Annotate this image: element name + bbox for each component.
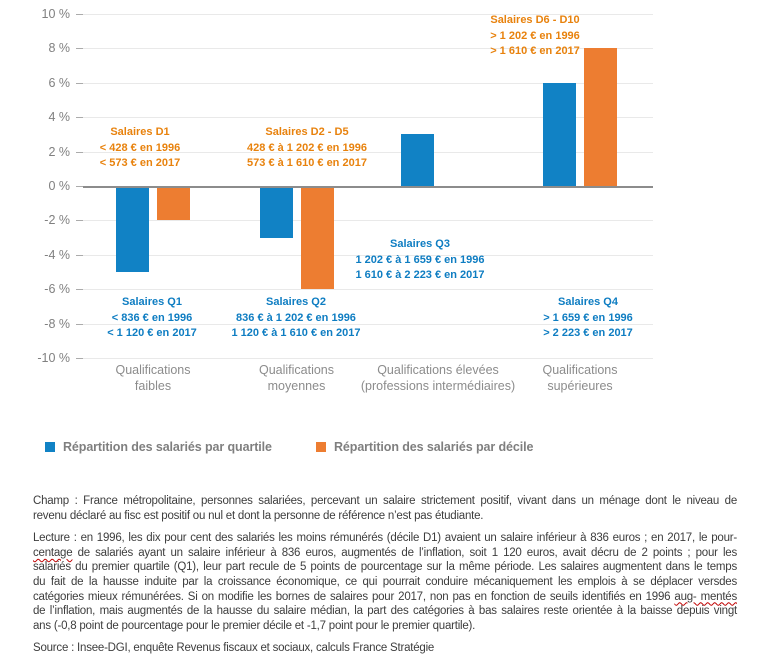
lecture-line-6: de l’inflation, mais augmentés de la hausse du salaire médian, la part des catégories à bas salaires reste orientée à la baisse depuis vingt: [33, 605, 737, 618]
annotation-salaires-q1: Salaires Q1 < 836 € en 1996 < 1 120 € en 2017: [107, 296, 197, 339]
y-axis-tick-label: -10 %: [37, 351, 70, 365]
bar-decile-3: [584, 48, 617, 186]
y-axis-tick-label: 4 %: [48, 110, 70, 125]
bar-quartile-3: [543, 83, 576, 186]
gridline: [83, 220, 653, 221]
y-axis-tick-label: 6 %: [48, 75, 70, 90]
annotation-salaires-d2-d5: Salaires D2 - D5 428 € à 1 202 € en 1996 573 € à 1 610 € en 2017: [247, 126, 367, 169]
y-axis-tick: [76, 152, 83, 153]
lecture-line-7: ans (-0,8 point de pourcentage pour le premier décile et -1,7 point pour le premier quartile).: [33, 619, 476, 632]
lecture-note: [33, 531, 737, 633]
champ-note: [33, 494, 737, 523]
gridline: [83, 358, 653, 359]
y-axis-tick: [76, 48, 83, 49]
y-axis-tick-label: 10 %: [41, 7, 70, 21]
y-axis-tick-label: 8 %: [48, 41, 70, 56]
lecture-line-5-pre: catégories mieux rémunérées. Si on modifie les bornes de salaires pour 2017, non pas en fonction de seuils identifiés en 1996: [33, 590, 675, 603]
y-axis-tick-label: -6 %: [44, 282, 70, 297]
y-axis-tick: [76, 289, 83, 290]
x-axis-category-label: Qualifications faibles: [115, 363, 191, 393]
annotation-salaires-d1: Salaires D1 < 428 € en 1996 < 573 € en 2017: [99, 126, 181, 169]
lecture-line-5: [33, 590, 737, 605]
chart-legend: [0, 438, 762, 458]
y-axis-tick: [76, 220, 83, 221]
y-axis-tick-label: -4 %: [44, 247, 70, 262]
bar-quartile-0: [116, 186, 149, 272]
y-axis-tick: [76, 186, 83, 187]
y-axis-tick: [76, 324, 83, 325]
y-axis-tick-label: 2 %: [48, 144, 70, 159]
y-axis-tick: [76, 83, 83, 84]
lecture-line-4: du fait de la hausse induite par la croissance économique, ce qui pourrait conduire mécaniquement les emplois à se déplacer versdes: [33, 575, 737, 588]
y-axis-tick: [76, 117, 83, 118]
x-axis-category-label: Qualifications supérieures: [542, 363, 618, 393]
y-axis-tick-label: -2 %: [44, 213, 70, 228]
source-note: Source : Insee-DGI, enquête Revenus fiscaux et sociaux, calculs France Stratégie: [33, 642, 435, 655]
champ-line-1: Champ : France métropolitaine, personnes salariées, percevant un salaire strictement positif, vivant dans un ménage dont le niveau de: [33, 495, 737, 507]
x-axis-category-label: Qualifications moyennes: [258, 363, 335, 393]
bar-quartile-2: [401, 134, 434, 186]
misspelled-word-centage: centage: [33, 546, 73, 559]
lecture-line-2: [33, 546, 737, 561]
x-axis-line: [83, 186, 653, 188]
lecture-line-2-rest: de salariés ayant un salaire inférieur à 836 euros, augmentés de l’inflation, soit 1 120 euros, avait décru de 2 points ; pour les: [72, 546, 737, 559]
champ-line-2: revenu déclaré au fisc est positif ou nul et dont la personne de référence n’est pas étudiante.: [33, 509, 484, 522]
legend-item-quartile: [45, 440, 272, 454]
misspelled-word-augmentes: aug- mentés: [674, 590, 737, 603]
legend-label-quartile: Répartition des salariés par quartile: [63, 440, 272, 454]
annotation-salaires-q2: Salaires Q2 836 € à 1 202 € en 1996 1 120 € à 1 610 € en 2017: [231, 296, 361, 339]
lecture-line-1: Lecture : en 1996, les dix pour cent des salariés les moins rémunérés (décile D1) avaient un salaire inférieur à 836 euros ; en 2017, le pour-: [33, 532, 737, 545]
gridline: [83, 289, 653, 290]
annotation-salaires-q4: Salaires Q4 > 1 659 € en 1996 > 2 223 € en 2017: [543, 296, 633, 339]
bar-quartile-1: [260, 186, 293, 238]
y-axis-tick: [76, 14, 83, 15]
lecture-line-3: salariés du premier quartile (Q1), leur part recule de 5 points de pourcentage sur la même période. Les salaires augmentent dans le temps: [33, 561, 737, 574]
x-axis-category-label: Qualifications élevées (professions intermédiaires): [360, 363, 516, 393]
bar-decile-1: [301, 186, 334, 289]
y-axis-tick-label: 0 %: [48, 179, 70, 193]
annotation-salaires-d6-d10: Salaires D6 - D10 > 1 202 € en 1996 > 1 610 € en 2017: [490, 14, 580, 57]
quartile-series-swatch-icon: [45, 442, 55, 452]
legend-label-decile: Répartition des salariés par décile: [334, 440, 534, 454]
y-axis-tick: [76, 255, 83, 256]
figure-notes: [33, 494, 737, 664]
decile-series-swatch-icon: [316, 442, 326, 452]
legend-item-decile: [316, 440, 533, 454]
y-axis-tick: [76, 358, 83, 359]
y-axis-tick-label: -8 %: [44, 316, 70, 331]
annotation-salaires-q3: Salaires Q3 1 202 € à 1 659 € en 1996 1 610 € à 2 223 € en 2017: [355, 238, 485, 281]
bar-decile-0: [157, 186, 190, 220]
